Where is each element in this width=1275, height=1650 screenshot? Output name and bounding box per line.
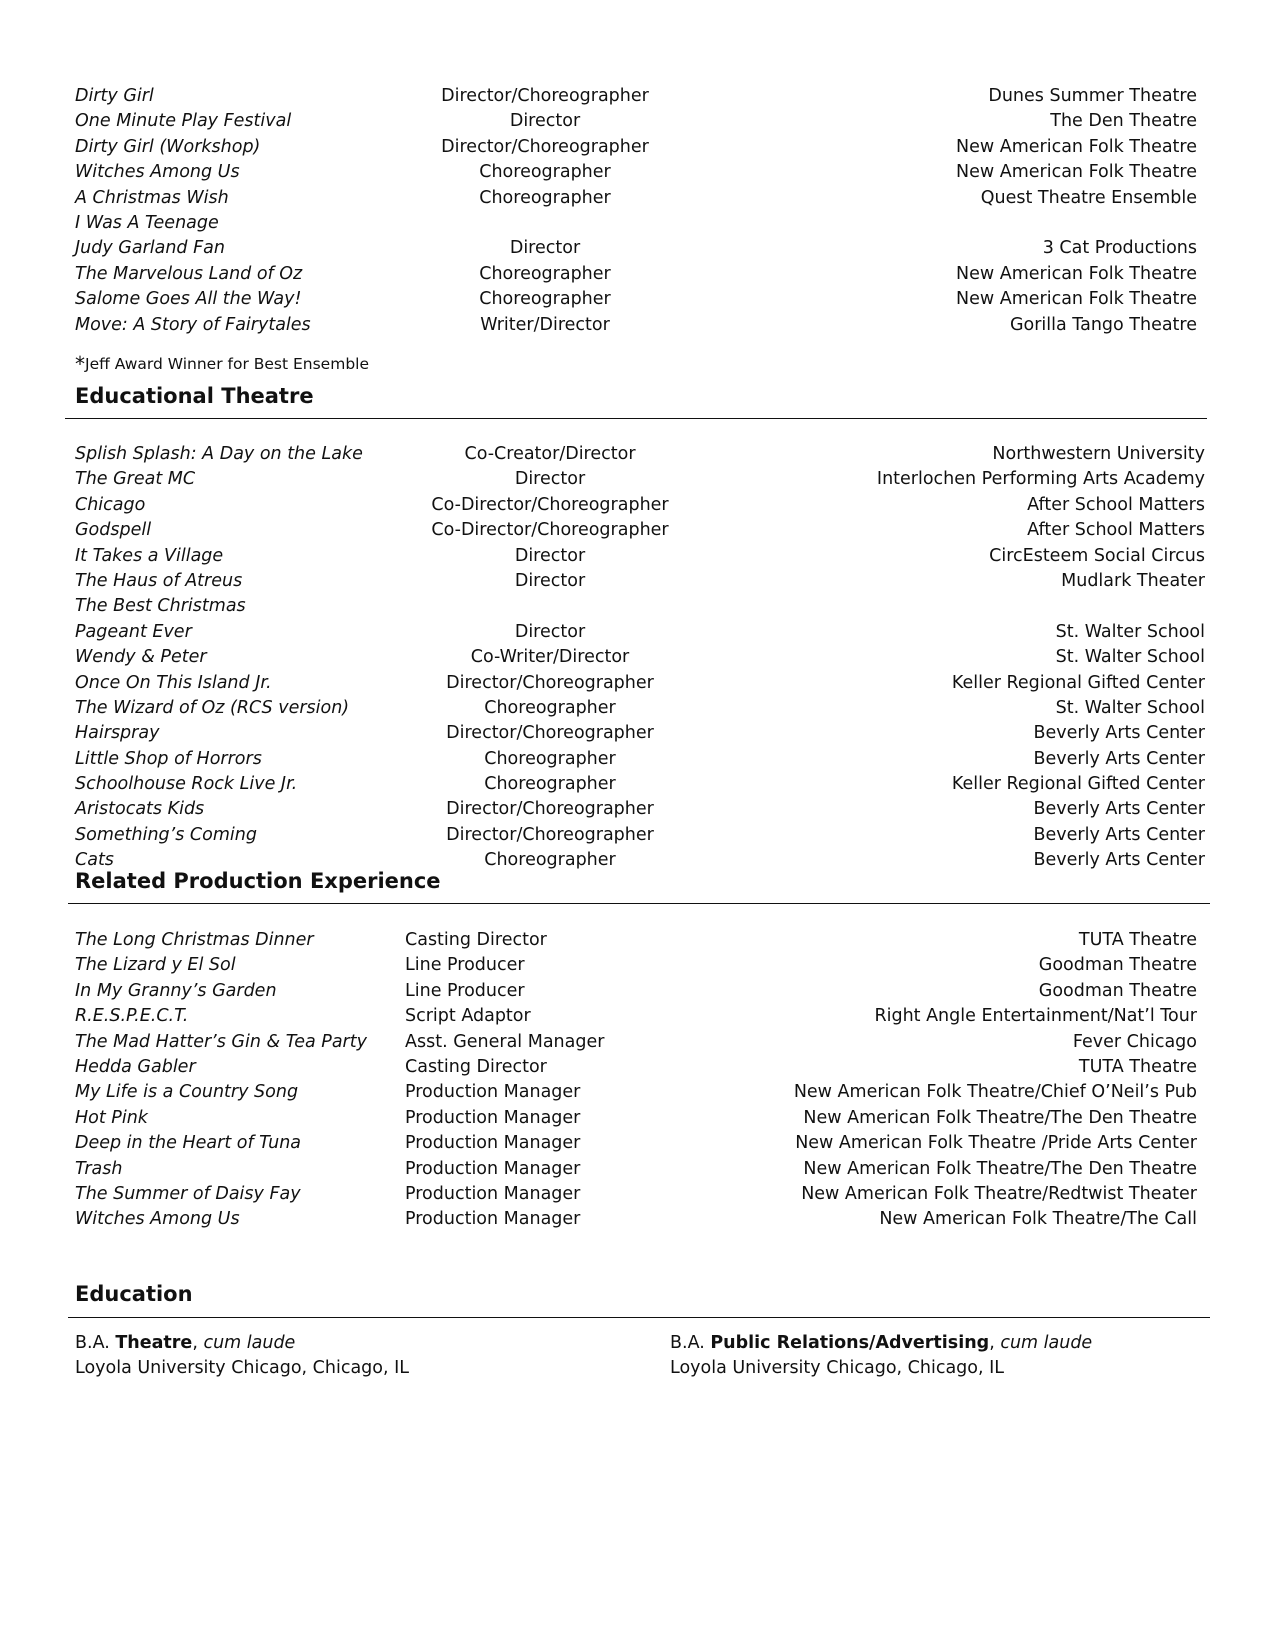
production-divider	[68, 903, 1210, 904]
credit-title: Dirty Girl (Workshop)	[75, 136, 261, 157]
credit-venue: Keller Regional Gifted Center	[951, 774, 1205, 795]
directing-table	[75, 84, 1205, 338]
credit-role: Co-Director/Choreographer	[431, 494, 669, 515]
credit-title: My Life is a Country Song	[75, 1082, 299, 1103]
credit-row	[75, 262, 1205, 287]
education-divider	[68, 1317, 1210, 1318]
credit-title: Once On This Island Jr.	[75, 672, 272, 693]
credit-title: R.E.S.P.E.C.T.	[75, 1006, 189, 1027]
footnote	[75, 352, 369, 376]
credit-venue: After School Matters	[1027, 520, 1205, 541]
credit-role: Director	[514, 621, 586, 642]
credit-venue: Quest Theatre Ensemble	[980, 187, 1197, 208]
credit-row	[75, 1182, 1205, 1207]
credit-venue: New American Folk Theatre /Pride Arts Center	[795, 1133, 1197, 1154]
credit-title: The Best Christmas	[75, 596, 246, 617]
credit-venue: New American Folk Theatre/Chief O’Neil’s Pub	[793, 1082, 1197, 1103]
credit-role: Choreographer	[479, 187, 611, 208]
credit-role: Choreographer	[484, 850, 616, 871]
credit-role: Casting Director	[405, 1056, 547, 1077]
credit-title: Move: A Story of Fairytales	[75, 314, 311, 335]
credit-venue: Beverly Arts Center	[1033, 723, 1205, 744]
production-heading: Related Production Experience	[75, 869, 441, 893]
credit-row	[75, 1207, 1205, 1232]
credit-venue: New American Folk Theatre	[956, 136, 1197, 157]
credit-row	[75, 696, 1205, 721]
credit-venue: Gorilla Tango Theatre	[1009, 314, 1197, 335]
credit-title: Hairspray	[75, 723, 160, 744]
credit-row	[75, 747, 1205, 772]
credit-row	[75, 313, 1205, 338]
degree-line	[670, 1331, 1092, 1356]
credit-row	[75, 544, 1205, 569]
credit-role: Production Manager	[405, 1133, 581, 1154]
credit-venue: TUTA Theatre	[1078, 1056, 1197, 1077]
credit-venue: Goodman Theatre	[1038, 980, 1197, 1001]
credit-row	[75, 1004, 1205, 1029]
credit-title: The Great MC	[75, 469, 196, 490]
credit-venue: New American Folk Theatre	[956, 162, 1197, 183]
credit-venue: Interlochen Performing Arts Academy	[876, 469, 1205, 490]
credit-venue: Beverly Arts Center	[1033, 799, 1205, 820]
credit-venue: After School Matters	[1027, 494, 1205, 515]
credit-row	[75, 620, 1205, 645]
credit-row	[75, 518, 1205, 543]
credit-title: Schoolhouse Rock Live Jr.	[75, 774, 298, 795]
credit-role: Co-Writer/Director	[470, 647, 630, 668]
credit-title: Aristocats Kids	[75, 799, 205, 820]
credit-venue: St. Walter School	[1055, 647, 1205, 668]
credit-row	[75, 109, 1205, 134]
degree-major: Theatre	[115, 1333, 193, 1353]
credit-title: Wendy & Peter	[75, 647, 207, 668]
credit-venue: New American Folk Theatre/The Den Theatre	[803, 1107, 1197, 1128]
credit-title: The Wizard of Oz (RCS version)	[75, 697, 350, 718]
credit-title: Chicago	[75, 494, 146, 515]
credit-row	[75, 721, 1205, 746]
degree-separator: ,	[989, 1333, 1001, 1353]
credit-role: Asst. General Manager	[405, 1031, 605, 1052]
credit-role: Director/Choreographer	[441, 136, 649, 157]
educational-theatre-table	[75, 442, 1205, 874]
credit-row	[75, 1131, 1205, 1156]
credit-row	[75, 467, 1205, 492]
degree-separator: ,	[192, 1333, 204, 1353]
credit-role: Choreographer	[484, 774, 616, 795]
credit-venue: Goodman Theatre	[1038, 955, 1197, 976]
credit-row	[75, 287, 1205, 312]
credit-row	[75, 594, 1205, 619]
credit-role: Production Manager	[405, 1158, 581, 1179]
credit-role: Choreographer	[484, 697, 616, 718]
credit-row	[75, 928, 1205, 953]
education-heading: Education	[75, 1282, 193, 1306]
credit-title: Something’s Coming	[75, 824, 257, 845]
credit-title: The Lizard y El Sol	[75, 955, 236, 976]
credit-row	[75, 1055, 1205, 1080]
credit-title: Hedda Gabler	[75, 1056, 196, 1077]
credit-row	[75, 772, 1205, 797]
credit-row	[75, 84, 1205, 109]
footnote-text: Jeff Award Winner for Best Ensemble	[85, 355, 370, 373]
credit-role: Production Manager	[405, 1209, 581, 1230]
credit-role: Director/Choreographer	[441, 86, 649, 106]
degree-school: Loyola University Chicago, Chicago, IL	[75, 1358, 410, 1379]
credit-title: In My Granny’s Garden	[75, 980, 277, 1001]
degree-prefix: B.A.	[670, 1333, 711, 1353]
credit-row	[75, 953, 1205, 978]
credit-title: One Minute Play Festival	[75, 111, 292, 132]
credit-venue: Mudlark Theater	[1061, 570, 1205, 591]
credit-role: Choreographer	[479, 289, 611, 310]
degree-public-relations	[670, 1331, 1092, 1382]
credit-title: Splish Splash: A Day on the Lake	[75, 444, 363, 464]
credit-row	[75, 569, 1205, 594]
credit-row	[75, 236, 1205, 261]
credit-venue: The Den Theatre	[1050, 111, 1197, 132]
degree-honors: cum laude	[203, 1333, 296, 1353]
credit-venue: TUTA Theatre	[1078, 930, 1197, 950]
credit-role: Choreographer	[484, 748, 616, 769]
degree-major: Public Relations/Advertising	[710, 1333, 990, 1353]
credit-role: Director	[514, 469, 586, 490]
credit-row	[75, 442, 1205, 467]
credit-title: The Mad Hatter’s Gin & Tea Party	[75, 1031, 367, 1052]
credit-role: Co-Creator/Director	[464, 444, 636, 464]
credit-title: Dirty Girl	[75, 86, 154, 106]
credit-venue: Dunes Summer Theatre	[988, 86, 1197, 106]
credit-role: Script Adaptor	[405, 1006, 531, 1027]
credit-row	[75, 823, 1205, 848]
credit-venue: 3 Cat Productions	[1042, 238, 1197, 259]
credit-venue: New American Folk Theatre/The Call	[879, 1209, 1197, 1230]
credit-title: Deep in the Heart of Tuna	[75, 1133, 302, 1154]
degree-honors: cum laude	[1000, 1333, 1093, 1353]
footnote-asterisk: *	[75, 352, 85, 376]
credit-row	[75, 186, 1205, 211]
credit-venue: Northwestern University	[992, 444, 1205, 464]
credit-title: I Was A Teenage	[75, 212, 219, 233]
credit-title: The Long Christmas Dinner	[75, 930, 314, 950]
credit-venue: CircEsteem Social Circus	[989, 545, 1205, 566]
educational-theatre-heading: Educational Theatre	[75, 384, 314, 408]
credit-role: Casting Director	[405, 930, 547, 950]
credit-role: Production Manager	[405, 1107, 581, 1128]
credit-venue: Beverly Arts Center	[1033, 824, 1205, 845]
credit-title: The Summer of Daisy Fay	[75, 1183, 301, 1204]
credit-role: Line Producer	[405, 980, 525, 1001]
credit-venue: New American Folk Theatre	[956, 263, 1197, 284]
credit-title: Pageant Ever	[75, 621, 192, 642]
credit-title: A Christmas Wish	[75, 187, 229, 208]
degree-theatre	[75, 1331, 409, 1382]
credit-role: Director	[509, 111, 581, 132]
credit-row	[75, 493, 1205, 518]
credit-role: Writer/Director	[480, 314, 610, 335]
credit-row	[75, 1080, 1205, 1105]
degree-line	[75, 1331, 409, 1356]
credit-row	[75, 1106, 1205, 1131]
credit-venue: St. Walter School	[1055, 697, 1205, 718]
credit-venue: Fever Chicago	[1072, 1031, 1197, 1052]
credit-row	[75, 135, 1205, 160]
credit-title: The Marvelous Land of Oz	[75, 263, 303, 284]
credit-role: Co-Director/Choreographer	[431, 520, 669, 541]
credit-row	[75, 211, 1205, 236]
credit-role: Line Producer	[405, 955, 525, 976]
degree-school: Loyola University Chicago, Chicago, IL	[670, 1358, 1005, 1379]
credit-role: Director	[514, 570, 586, 591]
credit-role: Director/Choreographer	[446, 824, 654, 845]
credit-title: The Haus of Atreus	[75, 570, 243, 591]
credit-venue: Keller Regional Gifted Center	[951, 672, 1205, 693]
educational-divider	[65, 418, 1207, 419]
credit-venue: Right Angle Entertainment/Nat’l Tour	[874, 1006, 1197, 1027]
credit-title: Godspell	[75, 520, 152, 541]
credit-row	[75, 979, 1205, 1004]
credit-title: It Takes a Village	[75, 545, 224, 566]
credit-title: Little Shop of Horrors	[75, 748, 262, 769]
credit-venue: New American Folk Theatre/Redtwist Theater	[801, 1183, 1197, 1204]
credit-venue: Beverly Arts Center	[1033, 850, 1205, 871]
credit-role: Director/Choreographer	[446, 723, 654, 744]
credit-role: Choreographer	[479, 263, 611, 284]
credit-venue: New American Folk Theatre	[956, 289, 1197, 310]
credit-venue: St. Walter School	[1055, 621, 1205, 642]
degree-prefix: B.A.	[75, 1333, 116, 1353]
credit-role: Choreographer	[479, 162, 611, 183]
credit-title: Cats	[75, 850, 114, 871]
credit-role: Director/Choreographer	[446, 672, 654, 693]
credit-title: Witches Among Us	[75, 162, 240, 183]
credit-venue: New American Folk Theatre/The Den Theatre	[803, 1158, 1197, 1179]
production-table	[75, 928, 1205, 1233]
credit-title: Judy Garland Fan	[75, 238, 225, 259]
credit-row	[75, 1030, 1205, 1055]
credit-venue: Beverly Arts Center	[1033, 748, 1205, 769]
credit-role: Director	[514, 545, 586, 566]
credit-title: Trash	[75, 1158, 123, 1179]
credit-row	[75, 797, 1205, 822]
credit-row	[75, 645, 1205, 670]
credit-title: Salome Goes All the Way!	[75, 289, 302, 310]
credit-row	[75, 1157, 1205, 1182]
credit-role: Director	[509, 238, 581, 259]
credit-row	[75, 160, 1205, 185]
credit-title: Witches Among Us	[75, 1209, 240, 1230]
credit-title: Hot Pink	[75, 1107, 148, 1128]
credit-role: Production Manager	[405, 1082, 581, 1103]
credit-row	[75, 671, 1205, 696]
credit-role: Production Manager	[405, 1183, 581, 1204]
credit-role: Director/Choreographer	[446, 799, 654, 820]
